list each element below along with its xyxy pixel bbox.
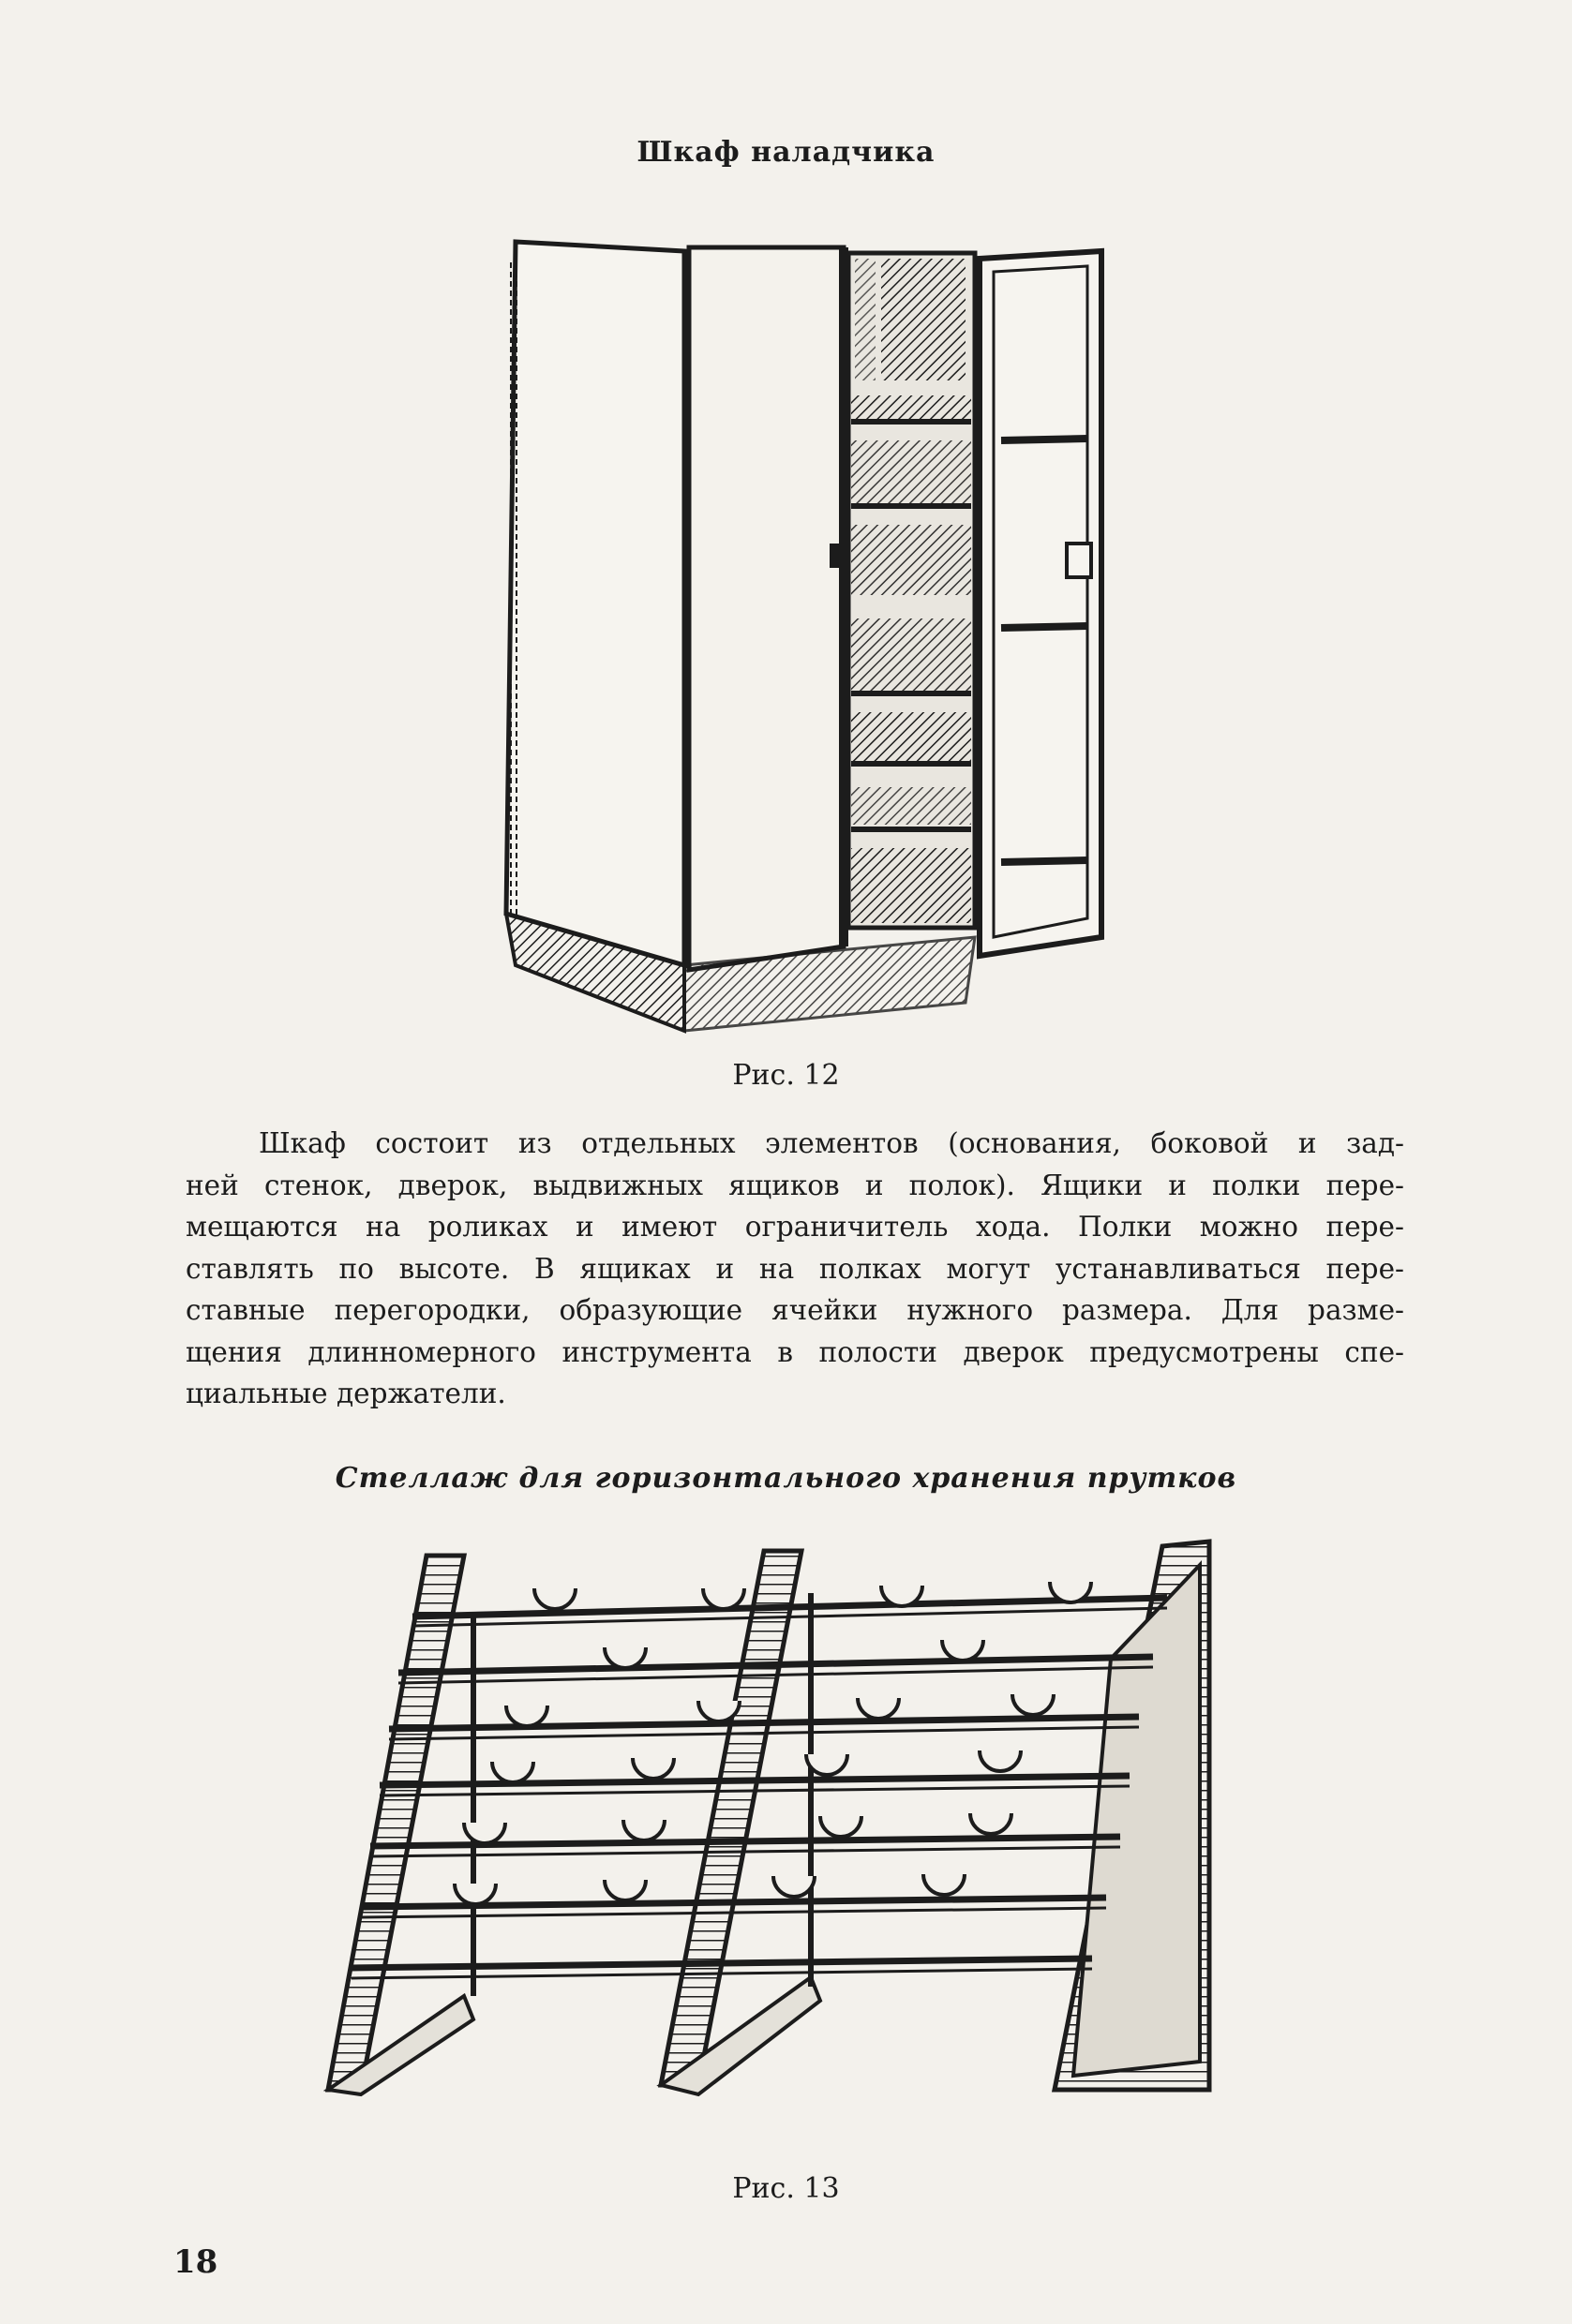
section-title-rack: Стеллаж для горизонтального хранения прутков — [335, 1462, 1237, 1495]
paragraph-line: щения длинномерного инструмента в полости дверок предусмотрены спе- — [186, 1335, 1404, 1368]
section-title-cabinet: Шкаф наладчика — [636, 136, 936, 169]
cabinet-illustration — [487, 225, 1144, 1040]
figure-12-caption: Рис. 12 — [732, 1059, 840, 1092]
paragraph-line: циальные держатели. — [186, 1378, 506, 1409]
body-paragraph — [186, 1123, 1404, 1415]
paragraph-line: ставлять по высоте. В ящиках и на полках могут устанавливаться пере- — [186, 1252, 1404, 1285]
rack-illustration — [323, 1537, 1242, 2099]
paragraph-line: ставные перегородки, образующие ячейки нужного размера. Для разме- — [186, 1294, 1404, 1326]
page-number: 18 — [173, 2243, 218, 2281]
paragraph-line: мещаются на роликах и имеют ограничитель хода. Полки можно пере- — [186, 1211, 1404, 1243]
paragraph-line: Шкаф состоит из отдельных элементов (основания, боковой и зад- — [259, 1127, 1404, 1159]
figure-13-caption: Рис. 13 — [732, 2172, 840, 2205]
paragraph-line: ней стенок, дверок, выдвижных ящиков и полок). Ящики и полки пере- — [186, 1169, 1404, 1201]
